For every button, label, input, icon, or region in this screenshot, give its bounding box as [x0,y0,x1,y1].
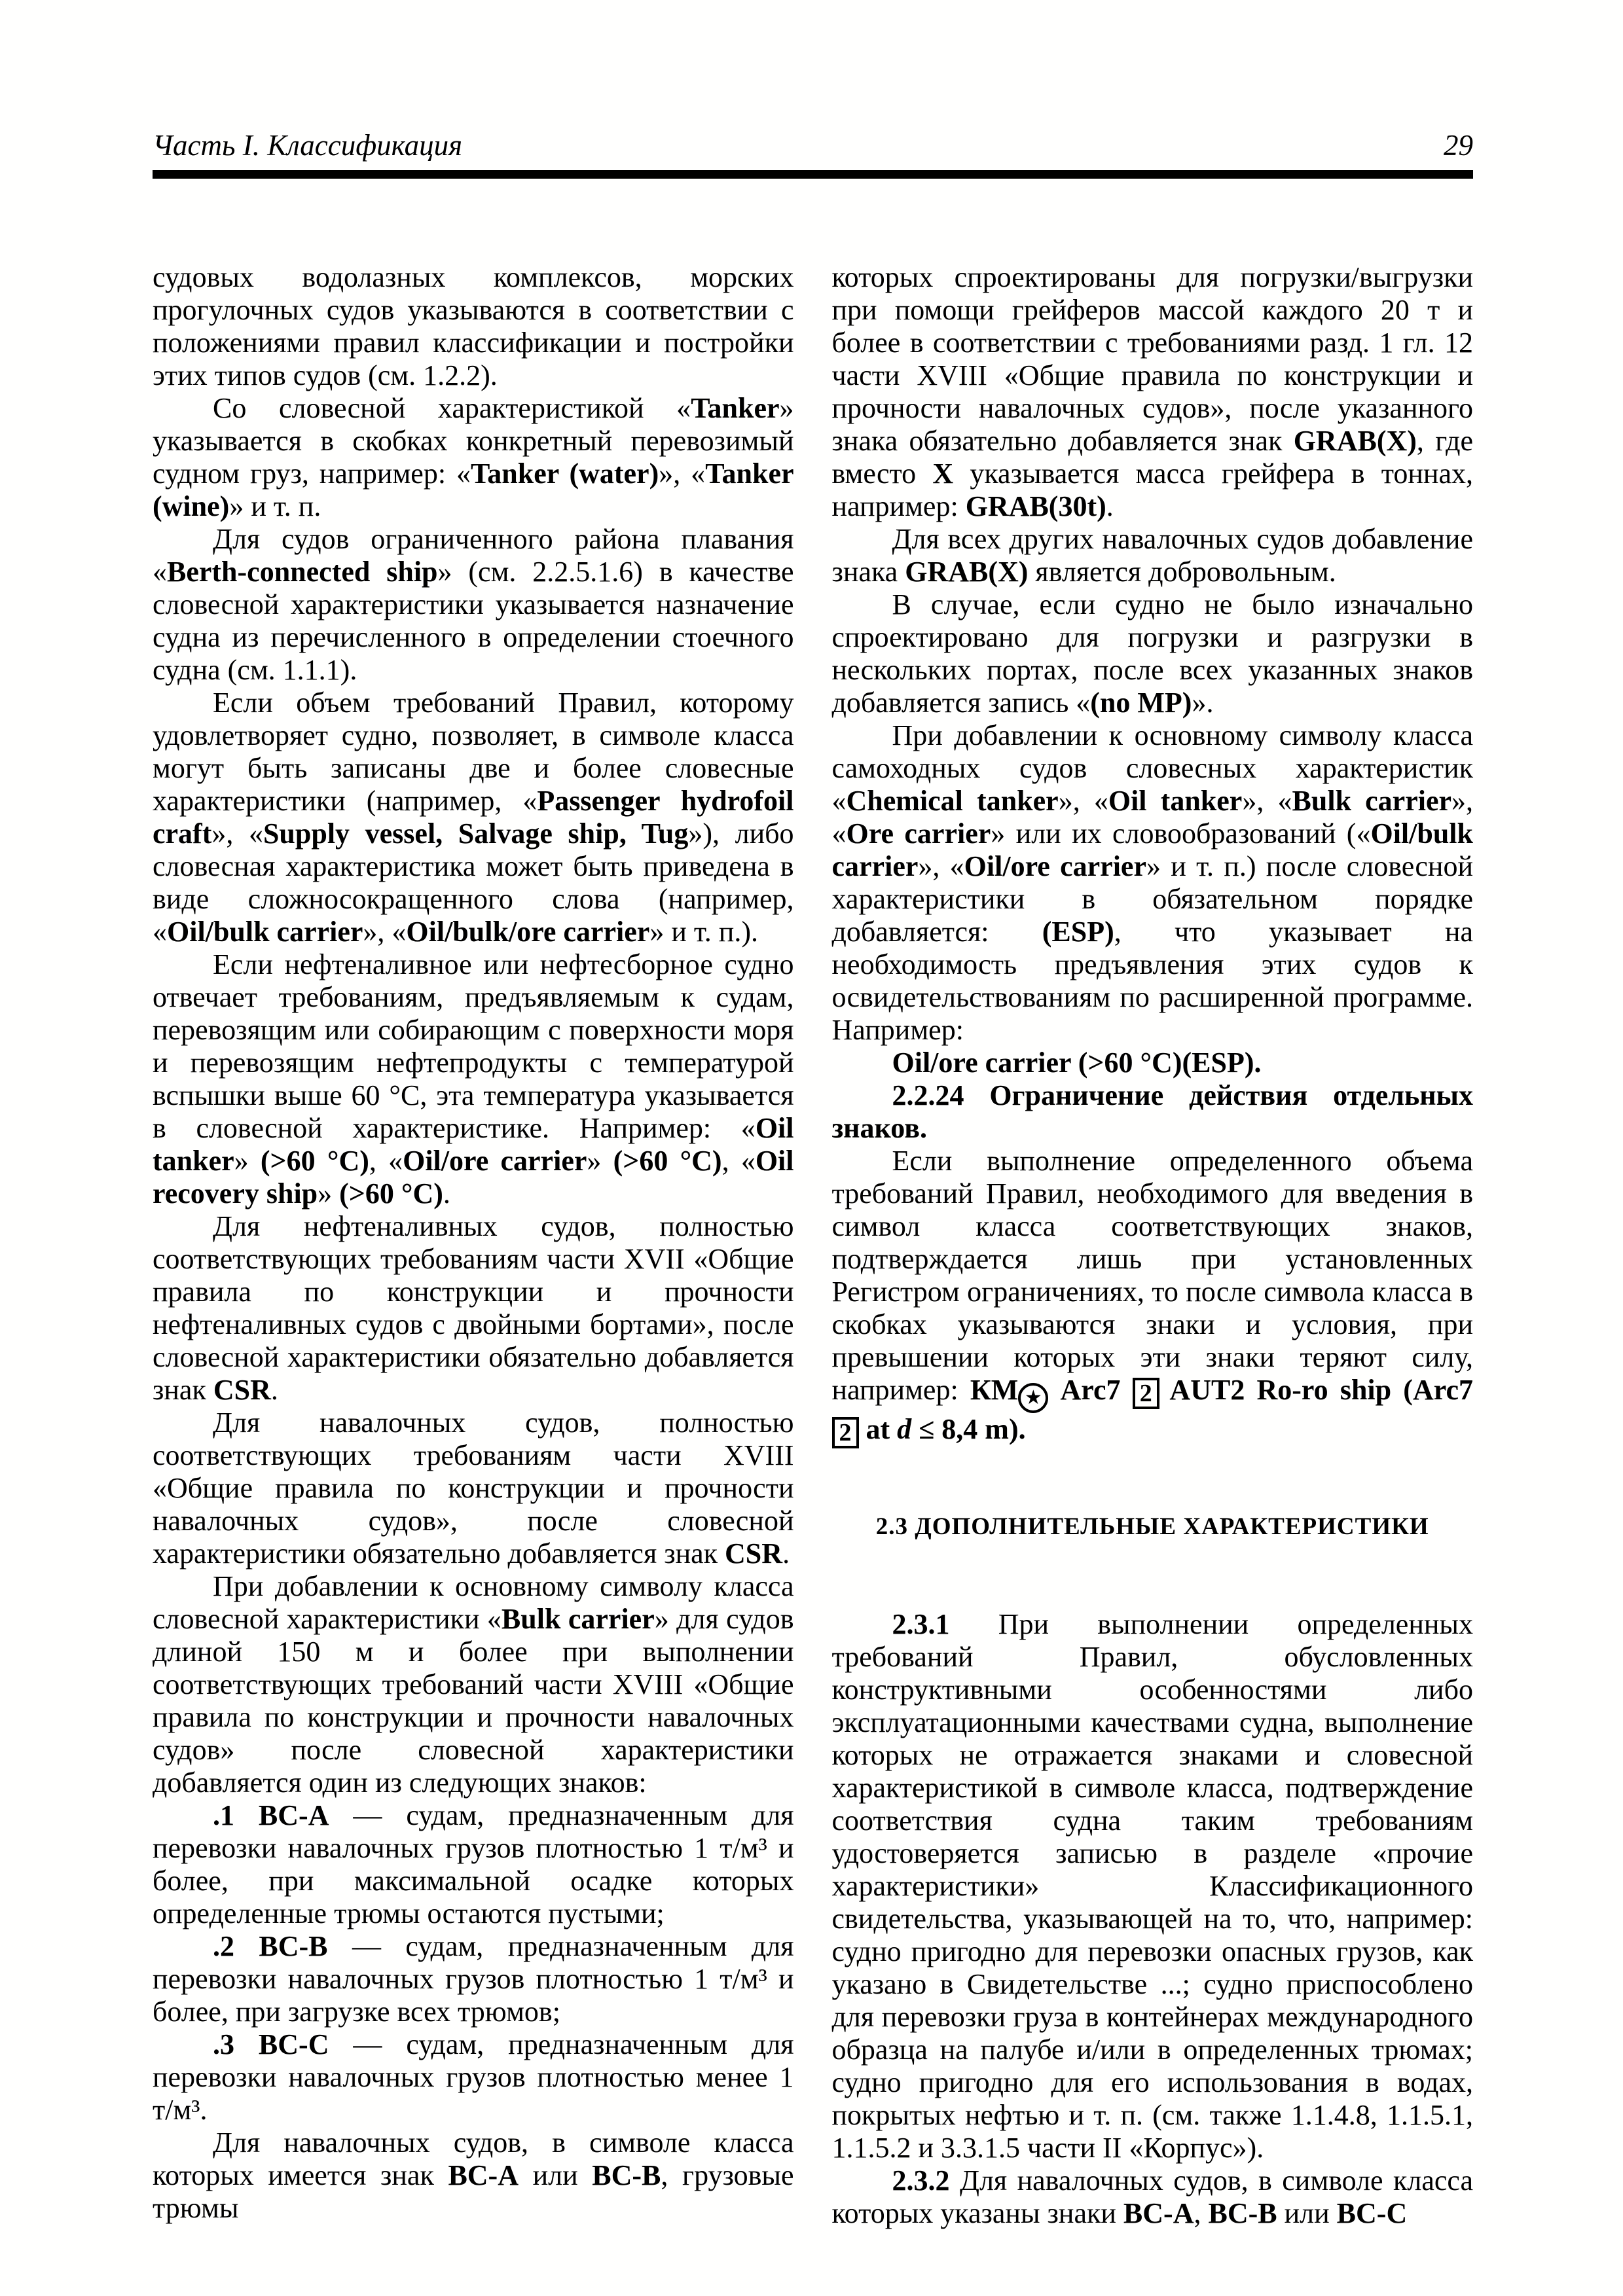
text-segment: CSR [725,1537,783,1570]
text-segment: или [1277,2197,1337,2229]
text-segment: Для нефтеналивных судов, полностью соответствующих требованиям части XVII «Общие правила по конструкции и прочности нефтеналивных судов с двойными бортами», после словесной характеристики обязательно добавляется знак [153,1210,794,1406]
text-segment: » или их словообразований (« [991,817,1371,850]
text-segment: — судам, предназначенным для перевозки навалочных грузов плотностью менее 1 т/м³. [153,2028,794,2126]
text-segment: d [897,1413,912,1445]
text-segment: — судам, предназначенным для перевозки навалочных грузов плотностью 1 т/м³ и более, при максимальной осадке которых определенные трюмы остаются пустыми; [153,1799,794,1929]
text-segment: КМ [970,1374,1019,1406]
paragraph [832,1079,1474,1145]
column-right [832,261,1474,2230]
text-segment: » и т. п.) после словесной характеристики в обязательном порядке добавляется: [831,850,1474,948]
page-number: 29 [1444,129,1473,162]
text-segment: Arc7 [1060,1374,1133,1406]
text-segment: Если нефтеналивное или нефтесборное судно отвечает требованиям, предъявляемым к судам, перевозящим или собирающим с поверхности моря и перевозящим нефтепродукты с температурой вспышки выше 60 °C, эта температура указывается в словесной характеристике. Например: « [153,948,794,1144]
text-segment: . [443,1177,450,1210]
text-segment: , « [369,1145,403,1177]
text-segment: . [1106,490,1114,522]
text-segment: Chemical tanker [846,785,1059,817]
paragraph [153,2028,794,2126]
text-segment: .2 BC-B [213,1930,328,1962]
page-content [153,128,1473,2230]
text-segment: — судам, предназначенным для перевозки навалочных грузов плотностью 1 т/м³ и более, при загрузке всех трюмов; [153,1930,794,2028]
text-segment: или [519,2159,593,2191]
text-segment: » [318,1177,340,1210]
text-segment: указывается масса грейфера в тоннах, например: [831,457,1474,522]
text-segment: Oil/ore carrier [403,1145,587,1177]
text-segment: Для всех других навалочных судов добавление знака [831,523,1473,588]
text-segment: является добровольным. [1028,556,1336,588]
text-segment: Oil tanker [1108,785,1243,817]
text-segment: ». [1192,687,1214,719]
text-segment: судовых водолазных комплексов, морских прогулочных судов указываются в соответствии с положениями правил классификации и постройки этих типов судов (см. 1.2.2). [153,261,794,391]
text-segment: at [858,1413,898,1445]
paragraph [153,523,794,687]
paragraph [153,1407,794,1570]
text-segment [1048,1374,1060,1406]
paragraph [153,1930,794,2028]
text-segment: ≤ 8,4 m). [911,1413,1026,1445]
text-segment: » (см. 2.2.5.1.6) в качестве словесной характеристики указывается назначение судна из перечисленного в определении стоечного судна (см. 1.1.1). [153,556,794,686]
text-segment: Для судов ограниченного района плавания « [153,523,794,588]
text-segment: (>60 °C) [339,1177,443,1210]
text-segment: При добавлении к основному символу класса словесной характеристики « [153,1570,794,1635]
text-segment: BC-A [1123,2197,1194,2229]
text-segment: Tanker (wine) [153,457,794,522]
text-segment: Если выполнение определенного объема требований Правил, необходимого для введения в символ класса соответствующих знаков, подтверждается лишь при установленных Регистром ограничениях, то после символа класса в скобках указываются знаки и условия, при превышении которых эти знаки теряют силу, например: [831,1145,1473,1406]
text-segment: (>60 °C) [613,1145,722,1177]
text-segment: Если объем требований Правил, которому удовлетворяет судно, позволяет, в символе класса могут быть записаны две и более словесные характеристики (например, « [153,687,794,817]
text-segment: GRAB(X) [1293,425,1417,457]
text-segment: которых спроектированы для погрузки/выгрузки при помощи грейферов массой каждого 20 т и более в соответствии с требованиями разд. 1 гл. 12 части XVIII «Общие правила по конструкции и прочности навалочных судов», после указанного знака обязательно добавляется знак [831,261,1473,457]
section-heading [832,1513,1474,1541]
text-segment: », « [831,785,1474,850]
text-segment: . [270,1374,278,1406]
text-segment: AUT2 Ro-ro ship (Arc7 [1159,1374,1473,1406]
text-segment: Со словесной характеристикой « [213,392,691,424]
text-segment: BC-A [448,2159,519,2191]
boxed-numeral: 2 [1133,1378,1159,1409]
text-segment: Для навалочных судов, в символе класса которых указаны знаки [831,2164,1473,2229]
text-segment: , где вместо [831,425,1473,490]
text-segment: BC-B [1208,2197,1277,2229]
paragraph [153,261,794,392]
paragraph [153,1210,794,1407]
paragraph [832,719,1474,1047]
text-segment: , « [721,1145,756,1177]
text-segment: , что указывает на необходимость предъявления этих судов к освидетельствованиям по расширенной программе. Например: [831,916,1473,1046]
paragraph [832,588,1474,719]
paragraph [832,2164,1474,2230]
circled-star-icon: ★ [1018,1383,1048,1413]
text-segment: » указывается в скобках конкретный перевозимый судном груз, например: « [153,392,794,490]
text-segment: CSR [213,1374,271,1406]
text-segment: Oil/bulk/ore carrier [406,916,650,948]
text-segment: BC-B [592,2159,661,2191]
paragraph [832,1608,1474,2164]
paragraph [832,1047,1474,1079]
text-segment: 2.3.1 [892,1608,950,1640]
text-segment: Oil/ore carrier [964,850,1146,882]
text-segment: (ESP) [1042,916,1114,948]
text-segment: Oil tanker [153,1112,794,1177]
text-segment: BC-C [1336,2197,1408,2229]
text-segment: », « [918,850,964,882]
text-segment: , грузовые трюмы [153,2159,794,2224]
text-segment: X [932,457,954,490]
text-segment: GRAB(X) [905,556,1029,588]
column-left [153,261,794,2230]
paragraph [153,2126,794,2225]
paragraph [153,1570,794,1799]
paragraph [832,261,1474,523]
text-segment: В случае, если судно не было изначально спроектировано для погрузки и разгрузки в нескольких портах, после всех указанных знаков добавляется запись « [831,588,1473,719]
text-segment: », « [363,916,407,948]
text-segment: Oil/ore carrier (>60 °C)(ESP). [892,1047,1262,1079]
text-segment: Bulk carrier [1292,785,1452,817]
text-segment: » и т. п.). [649,916,758,948]
text-segment: » [587,1145,613,1177]
text-segment: (>60 °C) [260,1145,369,1177]
text-segment: Tanker (water) [470,457,659,490]
text-segment: При добавлении к основному символу класса самоходных судов словесных характеристик « [831,719,1473,817]
text-segment: 2.3.2 [892,2164,950,2197]
text-segment: Supply vessel, Salvage ship, Tug [263,817,689,850]
paragraph [832,1145,1474,1448]
paragraph [153,948,794,1210]
text-segment: Для навалочных судов, полностью соответствующих требованиям части XVIII «Общие правила по конструкции и прочности навалочных судов», после словесной характеристики обязательно добавляется знак [153,1407,794,1570]
boxed-numeral: 2 [832,1417,859,1448]
running-head-title: Часть I. Классификация [153,129,462,162]
text-segment: GRAB(30t) [965,490,1106,522]
paragraph [832,523,1474,588]
text-segment: .1 BC-A [213,1799,329,1831]
two-column-body [153,261,1473,2230]
text-segment: Passenger hydrofoil craft [153,785,794,850]
running-head [153,128,1473,162]
text-segment: Oil/bulk carrier [167,916,363,948]
text-segment: Oil recovery ship [153,1145,794,1210]
text-segment: Ore carrier [846,817,991,850]
text-segment: », « [211,817,263,850]
header-rule [153,170,1473,179]
text-segment: 2.2.24 Ограничение действия отдельных знаков. [831,1079,1473,1144]
text-segment: , [1194,2197,1209,2229]
text-segment: » [234,1145,261,1177]
text-segment: » и т. п. [229,490,321,522]
text-segment: . [782,1537,790,1570]
text-segment: .3 BC-C [213,2028,329,2060]
text-segment: » для судов длиной 150 м и более при выполнении соответствующих требований части XVIII «Общие правила по конструкции и прочности навалочных судов» после словесной характеристики добавляется один из следующих знаков: [153,1603,794,1799]
text-segment: Для навалочных судов, в символе класса которых имеется знак [153,2126,794,2191]
text-segment: 2.3 ДОПОЛНИТЕЛЬНЫЕ ХАРАКТЕРИСТИКИ [875,1513,1429,1540]
paragraph [153,392,794,523]
text-segment: Oil/bulk carrier [831,817,1474,882]
text-segment: », « [1242,785,1292,817]
text-segment: Berth-connected ship [167,556,438,588]
text-segment: Bulk carrier [501,1603,655,1635]
text-segment: (no MP) [1090,687,1192,719]
text-segment: »), либо словесная характеристика может быть приведена в виде сложносокращенного слова (например, « [153,817,794,948]
text-segment: », « [1058,785,1108,817]
paragraph [153,687,794,948]
text-segment: », « [659,457,706,490]
paragraph [153,1799,794,1930]
text-segment: При выполнении определенных требований Правил, обусловленных конструктивными особенностями либо эксплуатационными качествами судна, выполнение которых не отражается знаками и словесной характеристикой в символе класса, подтверждение соответствия судна таким требованиям удостоверяется записью в разделе «прочие характеристики» Классификационного свидетельства, указывающей на то, что, например: судно пригодно для перевозки опасных грузов, как указано в Свидетельстве ...; судно приспособлено для перевозки груза в контейнерах международного образца на палубе и/или в определенных трюмах; судно пригодно для его использования в водах, покрытых нефтью и т. п. (см. также 1.1.4.8, 1.1.5.1, 1.1.5.2 и 3.3.1.5 части II «Корпус»). [831,1608,1473,2164]
text-segment: Tanker [691,392,780,424]
